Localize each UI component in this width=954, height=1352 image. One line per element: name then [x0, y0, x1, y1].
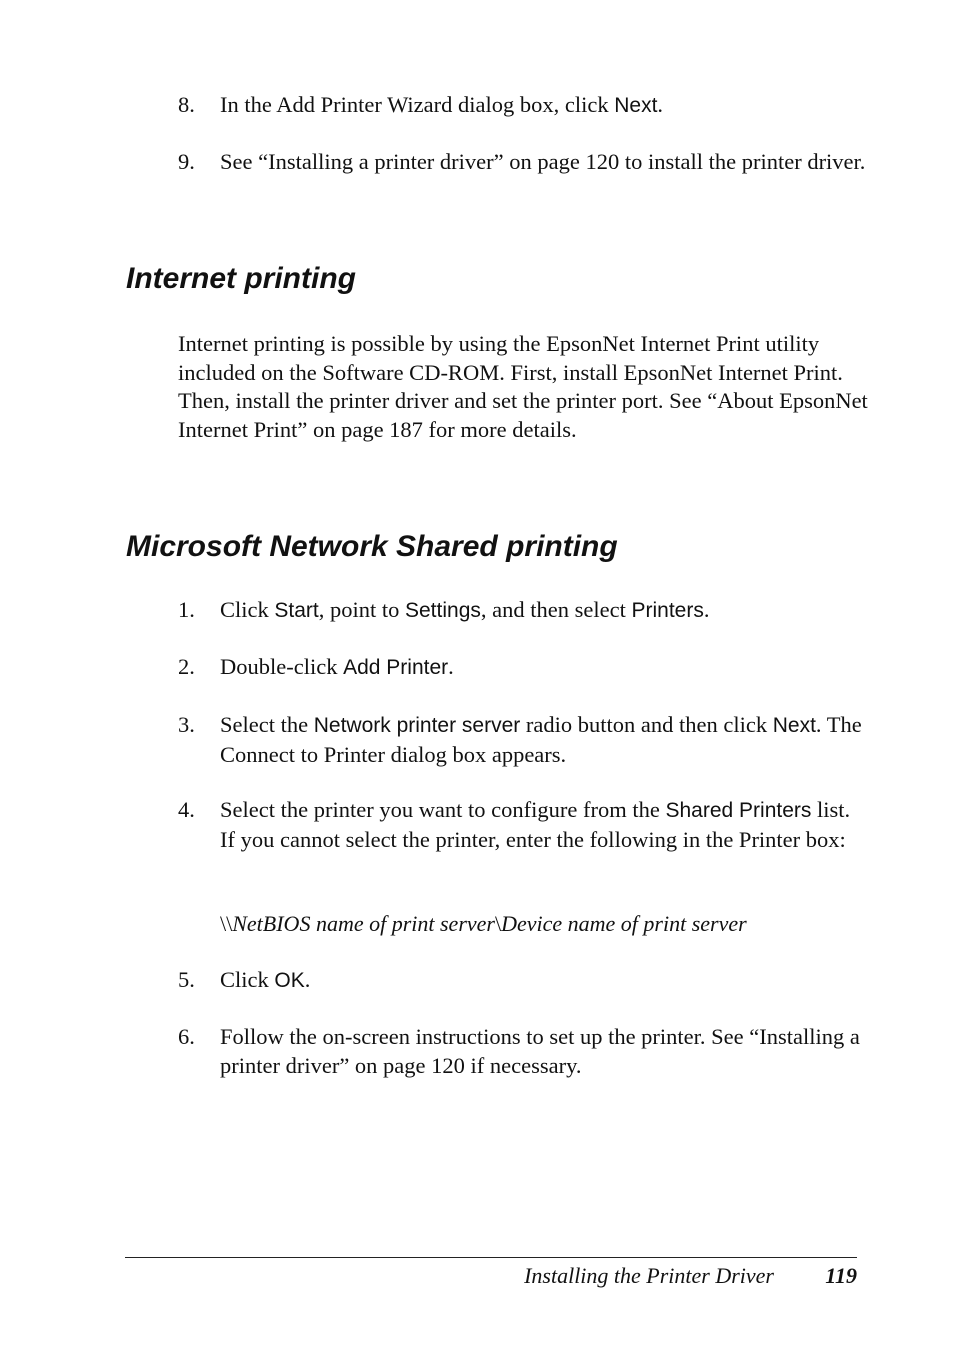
text-run: See “Installing a printer driver” on page 120 to install the printer driver. — [220, 149, 866, 174]
section-heading-internet-printing: Internet printing — [126, 262, 356, 295]
step-number: 2. — [178, 654, 195, 679]
step-number: 6. — [178, 1024, 195, 1049]
footer-chapter-title: Installing the Printer Driver — [524, 1263, 774, 1288]
ui-term: Next — [614, 94, 658, 117]
text-run: Click — [220, 967, 275, 992]
ui-term: OK — [274, 969, 305, 992]
step-text — [220, 91, 868, 121]
text-run: In the Add Printer Wizard dialog box, click — [220, 92, 615, 117]
path-prefix: \\ — [220, 911, 233, 936]
internet-printing-paragraph: Internet printing is possible by using the EpsonNet Internet Print utility included on the Software CD-ROM. First, install EpsonNet Internet Print. Then, install the printer driver and set the printer port. See “About EpsonNet Internet Print” on page 187 for more details. — [178, 331, 868, 442]
ui-term: Shared Printers — [665, 799, 812, 822]
text-run: , point to — [318, 597, 405, 622]
step-number: 8. — [178, 92, 195, 117]
text-run: . The Connect to Printer dialog box appears. — [220, 712, 862, 767]
section-heading-microsoft-network: Microsoft Network Shared printing — [126, 530, 618, 563]
step-text — [220, 148, 868, 177]
step-text — [220, 653, 868, 683]
path-separator: \ — [494, 911, 502, 936]
text-run: . — [703, 597, 710, 622]
step-number: 5. — [178, 967, 195, 992]
path-device: Device name of print server — [501, 911, 747, 936]
step-8 — [178, 91, 868, 121]
path-server: NetBIOS name of print server — [232, 911, 495, 936]
step-4 — [178, 796, 868, 854]
footer-page-number: 119 — [825, 1263, 857, 1288]
ui-term: Settings — [405, 599, 481, 622]
text-run: . — [304, 967, 311, 992]
step-2 — [178, 653, 868, 683]
text-run: Double-click — [220, 654, 344, 679]
footer-divider — [125, 1257, 857, 1258]
step-text — [220, 966, 868, 996]
step-number: 9. — [178, 149, 195, 174]
text-run: Select the printer you want to configure from the — [220, 797, 666, 822]
step-5 — [178, 966, 868, 996]
text-run: . — [657, 92, 664, 117]
printer-path — [220, 910, 747, 938]
text-run: Select the — [220, 712, 314, 737]
text-run: Click — [220, 597, 275, 622]
step-number: 3. — [178, 712, 195, 737]
ui-term: Add Printer — [343, 656, 449, 679]
step-text — [220, 796, 868, 854]
step-6 — [178, 1023, 868, 1080]
step-text — [220, 711, 868, 769]
step-number: 4. — [178, 797, 195, 822]
text-run: Follow the on-screen instructions to set up the printer. See “Installing a printer driver” on page 120 if necessary. — [220, 1024, 860, 1078]
step-1 — [178, 596, 868, 626]
step-3 — [178, 711, 868, 769]
ui-term: Network printer server — [313, 714, 521, 737]
text-run: list. If you cannot select the printer, enter the following in the Printer box: — [220, 797, 851, 852]
step-text — [220, 596, 868, 626]
text-run: , and then select — [480, 597, 632, 622]
text-run: radio button and then click — [520, 712, 773, 737]
step-9 — [178, 148, 868, 177]
step-text — [220, 1023, 868, 1080]
ui-term: Start — [274, 599, 319, 622]
step-number: 1. — [178, 597, 195, 622]
text-run: . — [448, 654, 454, 679]
ui-term: Next — [772, 714, 816, 737]
ui-term: Printers — [631, 599, 704, 622]
